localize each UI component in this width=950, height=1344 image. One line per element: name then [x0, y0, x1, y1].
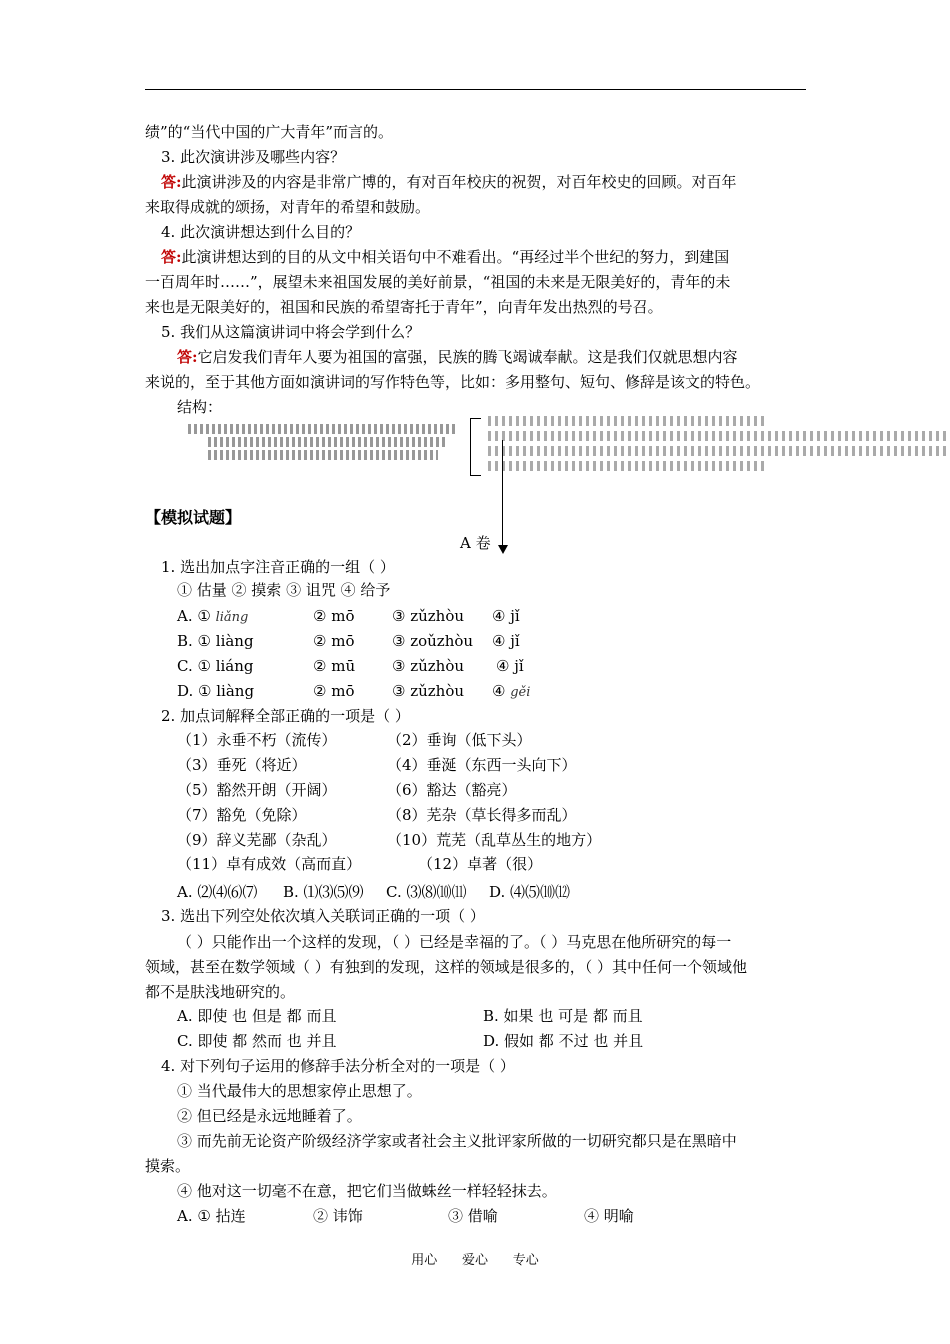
- q2-item: （11）卓有成效（高而直）: [177, 855, 362, 873]
- q3-option-a: A. 即使 也 但是 都 而且: [177, 1007, 337, 1025]
- q4-option: A. ① 拈连: [177, 1207, 246, 1225]
- q2-item: （12）卓著（很）: [418, 855, 543, 873]
- answer-label: 答:: [161, 248, 182, 266]
- q3-option-b: B. 如果 也 可是 都 而且: [483, 1007, 643, 1025]
- structure-diagram-left: [188, 424, 458, 462]
- structure-label: 结构：: [177, 398, 223, 416]
- q4-sentence: ① 当代最伟大的思想家停止思想了。: [177, 1082, 422, 1100]
- paper-label: A 卷: [460, 534, 491, 552]
- option-b-3: ③ zoǔzhòu: [392, 632, 474, 650]
- option-b-1: B. ① liàng: [177, 632, 254, 650]
- q2-item: （2）垂询（低下头）: [387, 731, 532, 749]
- option-d-3: ③ zǔzhòu: [392, 682, 465, 700]
- answer-text: 此演讲想达到的目的从文中相关语句中不难看出。“再经过半个世纪的努力，到建国: [181, 248, 730, 266]
- arrow-head: [498, 545, 508, 554]
- answer-text: 它启发我们青年人要为祖国的富强，民族的腾飞竭诚奉献。这是我们仅就思想内容: [197, 348, 738, 366]
- option-a-3: ③ zǔzhòu: [392, 607, 465, 625]
- q3-option-d: D. 假如 都 不过 也 并且: [483, 1032, 644, 1050]
- q3-text: 都不是肤浅地研究的。: [145, 983, 296, 1001]
- q4-sentence: 摸索。: [145, 1157, 191, 1175]
- q2-option-d: D. ⑷⑸⑽⑿: [489, 883, 571, 901]
- question-2: 2. 加点词解释全部正确的一项是（ ）: [161, 707, 410, 725]
- q4-sentence: ④ 他对这一切毫不在意，把它们当做蛛丝一样轻轻抹去。: [177, 1182, 557, 1200]
- pinyin: liǎng: [215, 610, 249, 625]
- option-c-4: ④ jǐ: [496, 657, 524, 675]
- option-a-4: ④ jǐ: [492, 607, 520, 625]
- q2-item: （8）芜杂（草长得多而乱）: [387, 806, 577, 824]
- question-1-items: ① 估量 ② 摸索 ③ 诅咒 ④ 给予: [177, 581, 391, 599]
- option-a-1: [177, 606, 248, 628]
- text-line: 来取得成就的颂扬，对青年的希望和鼓励。: [145, 198, 431, 216]
- option-label: A. ①: [177, 607, 216, 625]
- option-d-4: [492, 681, 530, 703]
- q2-option-a: A. ⑵⑷⑹⑺: [177, 883, 258, 901]
- arrow-line: [502, 440, 503, 548]
- option-b-2: ② mō: [313, 632, 355, 650]
- question-4: 4. 此次演讲想达到什么目的？: [161, 223, 361, 241]
- q3-option-c: C. 即使 都 然而 也 并且: [177, 1032, 337, 1050]
- option-a-2: ② mō: [313, 607, 355, 625]
- q3-text: 领域，甚至在数学领域（ ）有独到的发现，这样的领域是很多的，（ ）其中任何一个领域他: [145, 958, 748, 976]
- q2-option-c: C. ⑶⑻⑽⑾: [386, 883, 467, 901]
- option-d-2: ② mō: [313, 682, 355, 700]
- q4-option: ④ 明喻: [584, 1207, 634, 1225]
- answer-5: [177, 347, 738, 367]
- q2-item: （7）豁免（免除）: [177, 806, 307, 824]
- q2-item: （6）豁达（豁亮）: [387, 781, 517, 799]
- question-1: 1. 选出加点字注音正确的一组（ ）: [161, 558, 395, 576]
- question-4b: 4. 对下列句子运用的修辞手法分析全对的一项是（ ）: [161, 1057, 515, 1075]
- option-d-1: D. ① liàng: [177, 682, 255, 700]
- q2-option-b: B. ⑴⑶⑸⑼: [283, 883, 364, 901]
- pinyin: gěi: [510, 685, 531, 700]
- text-line: 来也是无限美好的，祖国和民族的希望寄托于青年”，向青年发出热烈的号召。: [145, 298, 663, 316]
- q2-item: （4）垂涎（东西一头向下）: [387, 756, 577, 774]
- structure-bracket: [470, 418, 481, 476]
- q2-item: （5）豁然开朗（开阔）: [177, 781, 337, 799]
- header-rule: [145, 89, 806, 90]
- option-c-2: ② mū: [313, 657, 356, 675]
- answer-text: 此演讲涉及的内容是非常广博的，有对百年校庆的祝贺，对百年校史的回顾。对百年: [181, 173, 737, 191]
- q2-item: （9）辞义芜鄙（杂乱）: [177, 831, 337, 849]
- answer-3: [161, 172, 737, 192]
- q4-sentence: ② 但已经是永远地睡着了。: [177, 1107, 362, 1125]
- section-title: 【模拟试题】: [145, 508, 242, 527]
- question-3b: 3. 选出下列空处依次填入关联词正确的一项（ ）: [161, 907, 485, 925]
- option-b-4: ④ jǐ: [492, 632, 520, 650]
- answer-label: 答:: [161, 173, 182, 191]
- text-line: 来说的，至于其他方面如演讲词的写作特色等，比如：多用整句、短句、修辞是该文的特色。: [145, 373, 761, 391]
- q2-item: （1）永垂不朽（流传）: [177, 731, 337, 749]
- question-3: 3. 此次演讲涉及哪些内容？: [161, 148, 346, 166]
- answer-4: [161, 247, 729, 267]
- text-line: 一百周年时……”，展望未来祖国发展的美好前景，“祖国的未来是无限美好的，青年的未: [145, 273, 731, 291]
- text-line: 绩”的“当代中国的广大青年”而言的。: [145, 123, 394, 141]
- q4-option: ② 讳饰: [313, 1207, 363, 1225]
- q4-option: ③ 借喻: [448, 1207, 498, 1225]
- page-footer: 用心 爱心 专心: [411, 1253, 539, 1268]
- q2-item: （3）垂死（将近）: [177, 756, 307, 774]
- q3-text: （ ）只能作出一个这样的发现，（ ）已经是幸福的了。（ ）马克思在他所研究的每一: [177, 933, 732, 951]
- question-5: 5. 我们从这篇演讲词中将会学到什么？: [161, 323, 421, 341]
- option-c-1: C. ① liáng: [177, 657, 254, 675]
- option-c-3: ③ zǔzhòu: [392, 657, 465, 675]
- q2-item: （10）荒芜（乱草丛生的地方）: [387, 831, 602, 849]
- option-label: ④: [492, 682, 511, 700]
- answer-label: 答:: [177, 348, 198, 366]
- q4-sentence: ③ 而先前无论资产阶级经济学家或者社会主义批评家所做的一切研究都只是在黑暗中: [177, 1132, 737, 1150]
- structure-diagram-right: [488, 416, 948, 476]
